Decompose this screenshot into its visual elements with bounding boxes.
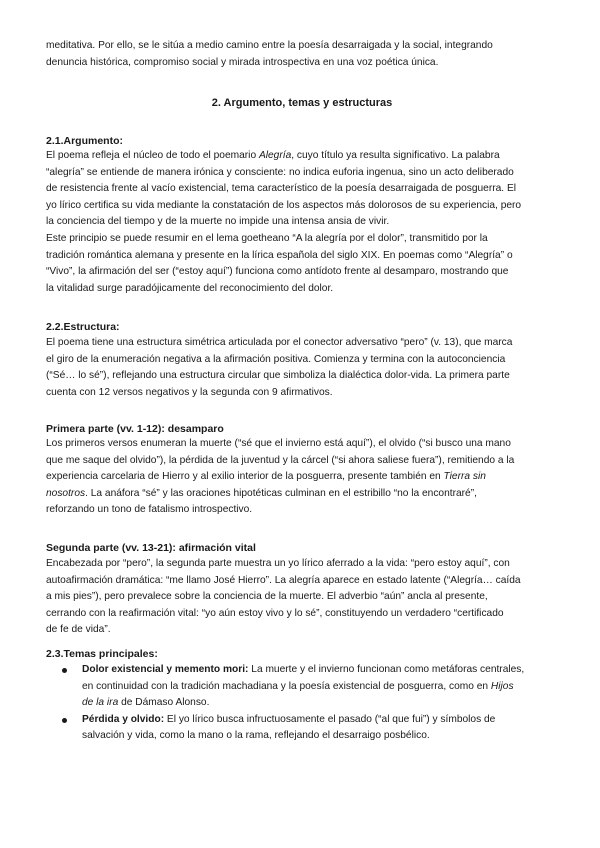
part2-line-5: de fe de vida”. — [46, 624, 111, 636]
argumento-line-1 — [46, 148, 558, 165]
argumento-paragraph-2 — [46, 231, 558, 297]
part2-line-3: a mis pies”), pero prevalece sobre la conciencia de la muerte. El adverbio “aún” ancla al presente, — [46, 591, 488, 603]
theme-title: Pérdida y olvido: — [82, 713, 165, 725]
text-run: , cuyo título ya resulta significativo. La palabra — [291, 150, 500, 161]
intro-paragraph — [46, 38, 558, 71]
argumento-p2-line-2: tradición romántica alemana y presente en la lírica española del siglo XIX. En poemas como “Alegría” o — [46, 249, 513, 261]
part2-line-1: Encabezada por “pero”, la segunda parte muestra un yo lírico aferrado a la vida: “pero estoy aquí”, con — [46, 558, 510, 569]
subsection-heading-temas: 2.3.Temas principales: — [46, 648, 158, 660]
part1-paragraph — [46, 436, 558, 519]
intro-line-1: meditativa. Por ello, se le sitúa a medio camino entre la poesía desarraigada y la social, integrando — [46, 40, 493, 51]
subsection-heading-argumento: 2.1.Argumento: — [46, 135, 124, 147]
theme-1-line-2 — [82, 679, 558, 696]
book-title: Alegría — [258, 150, 292, 161]
text-run: La muerte y el invierno funcionan como metáforas centrales, — [248, 664, 525, 675]
theme-2-line-1 — [82, 712, 558, 729]
theme-1-line-3 — [82, 695, 558, 712]
argumento-p2-line-3: “Vivo”, la afirmación del ser (“estoy aquí”) funciona como antídoto frente al desamparo, mostrando que — [46, 266, 509, 278]
theme-1-line-1 — [82, 662, 558, 679]
text-run: El poema refleja el núcleo de todo el poemario — [46, 150, 259, 161]
book-title: Tierra sin — [443, 471, 486, 483]
theme-title: Dolor existencial y memento mori: — [82, 664, 249, 675]
text-run: en continuidad con la tradición machadiana y la poesía existencial de posguerra, como en — [82, 680, 491, 692]
argumento-line-4: yo lírico certifica su vida mediante la constatación de los aspectos más dolorosos de su experiencia, pero — [46, 199, 522, 211]
book-title: nosotros — [46, 487, 86, 499]
argumento-line-3: de resistencia frente al vacío existencial, tema característico de la poesía desarraigada de posguerra. El — [46, 183, 517, 195]
intro-line-2: denuncia histórica, compromiso social y mirada introspectiva en una voz poética única. — [46, 56, 439, 68]
list-item — [46, 662, 558, 712]
estructura-line-1: El poema tiene una estructura simétrica articulada por el conector adversativo “pero” (v. 13), que marca — [46, 337, 513, 348]
part1-line-3 — [46, 469, 558, 486]
bullet-icon — [62, 718, 67, 723]
argumento-p2-line-4: la vitalidad surge paradójicamente del reconocimiento del dolor. — [46, 282, 334, 294]
estructura-line-4: cuenta con 12 versos negativos y la segunda con 9 afirmativos. — [46, 386, 333, 398]
text-run: . La anáfora “sé” y las oraciones hipotéticas culminan en el estribillo “no la encontraré”, — [85, 487, 477, 499]
part1-line-4 — [46, 486, 558, 503]
list-item — [46, 712, 558, 745]
estructura-paragraph — [46, 335, 558, 401]
text-run: experiencia carcelaria de Hierro y al exilio interior de la posguerra, presente también en — [46, 471, 444, 483]
estructura-line-3: (“Sé… lo sé”), reflejando una estructura circular que simboliza la dialéctica dolor-vida. La primera parte — [46, 370, 510, 382]
text-run: de Dámaso Alonso. — [118, 697, 210, 709]
argumento-p2-line-1: Este principio se puede resumir en el lema goetheano “A la alegría por el dolor”, transmitido por la — [46, 233, 488, 244]
argumento-line-5: la conciencia del tiempo y de la muerte no impide una intensa ansia de vivir. — [46, 216, 390, 228]
part1-heading: Primera parte (vv. 1-12): desamparo — [46, 423, 224, 435]
subsection-heading-estructura: 2.2.Estructura: — [46, 321, 120, 333]
book-title: Hijos — [490, 680, 514, 692]
part1-line-1: Los primeros versos enumeran la muerte (“sé que el invierno está aquí”), el olvido (“si busco una mano — [46, 438, 511, 449]
part1-line-2: que me saque del olvido”), la pérdida de la juventud y la cárcel (“si ahora saliese fuera”), remitiendo a la — [46, 454, 515, 466]
bullet-icon — [62, 668, 67, 673]
estructura-line-2: el giro de la enumeración negativa a la afirmación positiva. Comienza y termina con la autoconciencia — [46, 353, 506, 365]
section-heading: 2. Argumento, temas y estructuras — [211, 97, 393, 109]
part2-line-4: cerrando con la reafirmación vital: “yo aún estoy vivo y lo sé”, constituyendo un verdadero “certificado — [46, 607, 504, 619]
argumento-line-2: “alegría” se entiende de manera irónica y consciente: no indica euforia ingenua, sino un acto deliberado — [46, 166, 514, 178]
theme-2-line-2: salvación y vida, como la mano o la rama, reflejando el desarraigo posbélico. — [82, 730, 430, 742]
part1-line-5: reforzando un tono de fatalismo introspectivo. — [46, 504, 253, 516]
part2-heading: Segunda parte (vv. 13-21): afirmación vital — [46, 542, 256, 554]
argumento-paragraph-1 — [46, 148, 558, 231]
part2-line-2: autoafirmación dramática: “me llamo José Hierro”. La alegría aparece en estado latente (“Alegría… caída — [46, 574, 521, 586]
themes-list — [46, 662, 558, 745]
part2-paragraph — [46, 556, 558, 639]
text-run: El yo lírico busca infructuosamente el pasado (“al que fui”) y símbolos de — [164, 713, 496, 725]
book-title: de la ira — [82, 697, 119, 709]
